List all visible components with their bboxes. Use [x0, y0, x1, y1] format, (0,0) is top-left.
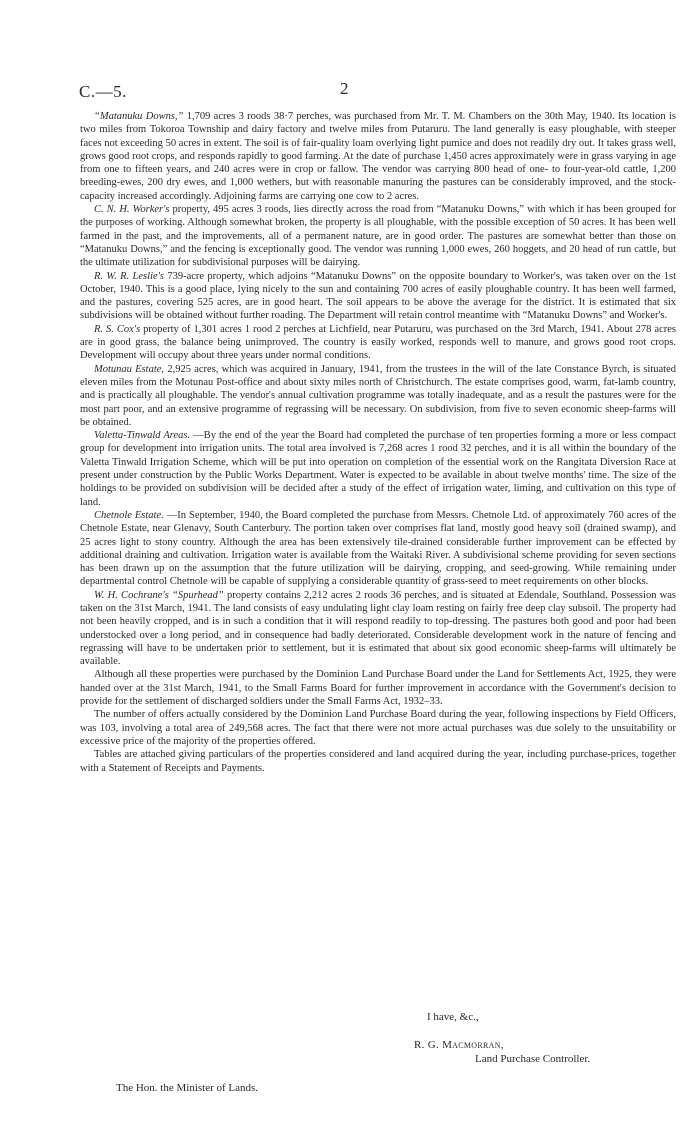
- page-number: 2: [340, 79, 349, 98]
- paragraph-offers-considered: The number of offers actually considered by the Dominion Land Purchase Board during the year, following inspections by Field Officers, was 103, involving a total area of 249,568 acres. The fact that there were not more actual purchases was due solely to the unsuitability or excessive price of the majority of the properties offered.: [80, 709, 676, 747]
- paragraph-chetnole-estate: Chetnole Estate. —In September, 1940, the Board completed the purchase from Messrs. Chetnole Ltd. of approximately 760 acres of the Chetnole Estate, near Glenavy, South Canterbury. The portion taken over comprises flat land, mostly good heavy soil (drained swamp), and 25 acres light to stony country. Although the area has been extensively tile-drained considerable further improvement can be effected by additional draining and cultivation. Irrigation water is available from the Waitaki River. A subdivisional scheme providing for seven sections has been drawn up on the assumption that the future utilization will be dairying, cropping, and seed-growing. While remaining under departmental control Chetnole will be capable of supplying a considerable quantity of grass-seed to meet requirements on other blocks.: [80, 509, 676, 588]
- paragraph-workers-property: C. N. H. Worker's property, 495 acres 3 roods, lies directly across the road from “Matanuku Downs,” with which it has been grouped for the purposes of working. Although somewhat broken, the property is all ploughable, with the possible exception of 50 acres. It has been well farmed in the past, and the improvements, all of a permanent nature, are in good order. The pastures are somewhat better than those on “Matanuku Downs,” and the fencing is exceptionally good. The vendor was running 1,000 ewes, 260 hoggets, and 20 head of run cattle, but the ultimate utilization for subdivisional purposes will be dairying.: [80, 204, 676, 269]
- signatory-name: R. G. Macmorran,: [414, 1039, 504, 1051]
- closing-salutation: I have, &c.,: [427, 1011, 479, 1023]
- addressee: The Hon. the Minister of Lands.: [116, 1082, 259, 1094]
- paragraph-matanuku-downs: “Matanuku Downs,” 1,709 acres 3 roods 38·7 perches, was purchased from Mr. T. M. Chambers on the 30th May, 1940. Its location is two miles from Tokoroa Township and dairy factory and twelve miles from Putaruru. The land generally is easy ploughable, with steeper faces not exceeding 50 acres in extent. The soil is of fair-quality loam overlying light pumice and does not readily dry out. It takes grass well, grows good root crops, and responds rapidly to good farming. At the date of purchase 1,450 acres approximately were in grass varying in age from one to fifteen years, and 240 acres were in crop or fallow. The vendor was carrying 800 head of one- to four-year-old cattle, 1,200 breeding-ewes, 200 dry ewes, and 1,000 wethers, but with reasonable manuring the pastures can be considerably improved, and the stock-capacity increased accordingly. Adjoining farms are carrying one cow to 2 acres.: [80, 111, 676, 202]
- paragraph-spurhead: W. H. Cochrane's “Spurhead” property contains 2,212 acres 2 roods 36 perches, and is situated at Edendale, Southland. Possession was taken on the 31st March, 1941. The land consists of easy undulating light clay loam resting on fairly free deep clay subsoil. The property had not been heavily cropped, and is in such a condition that it will respond readily to top-dressing. The pastures both good and poor had been understocked over a long period, and in consequence had badly deteriorated. Considerable development work in the nature of fencing and regrassing will have to be undertaken prior to settlement, but it is estimated that about six good economic sheep-farms will ultimately be available.: [80, 589, 676, 668]
- paragraph-tables-attached: Tables are attached giving particulars of the properties considered and land acquired during the year, including purchase-prices, together with a Statement of Receipts and Payments.: [80, 749, 676, 774]
- paragraph-motunau-estate: Motunau Estate, 2,925 acres, which was acquired in January, 1941, from the trustees in the will of the late Constance Byrch, is situated eleven miles from the Motunau Post-office and about sixty miles north of Christchurch. The estate comprises good, warm, fat-lamb country, and is practically all ploughable. The vendor's annual cultivation programme was totally inadequate, and as a result the pastures were for the most part poor, and an extensive programme of regrassing will be necessary. On subdivision, from five to seven economic sheep-farms will be obtained.: [80, 363, 676, 428]
- paragraph-coxs-property: R. S. Cox's property of 1,301 acres 1 rood 2 perches at Lichfield, near Putaruru, was purchased on the 3rd March, 1941. About 278 acres are in good grass, the balance being unimproved. The country is easily worked, responds well to manure, and grows good root crops. Development will occupy about three years under normal conditions.: [80, 323, 676, 362]
- paragraph-valetta-tinwald: Valetta-Tinwald Areas. —By the end of the year the Board had completed the purchase of ten properties forming a more or less compact group for development into irrigation units. The total area involved is 7,268 acres 1 rood 32 perches, and it is all within the boundary of the Valetta Tinwald Irrigation Scheme, which will be put into operation on completion of the essential work on the Rangitata Diversion Race at present under construction by the Public Works Department. Water is expected to be available in about twelve months' time. The size of the holdings to be provided on subdivision will be decided after a study of the effect of irrigation water, liming, and cultivation on this type of land.: [80, 430, 676, 508]
- document-reference: C.—5.: [79, 82, 127, 101]
- paragraph-small-farms-board: Although all these properties were purchased by the Dominion Land Purchase Board under the Land for Settlements Act, 1925, they were handed over at the 31st March, 1941, to the Small Farms Board for further improvement in accordance with the Government's decision to provide for the settlement of discharged soldiers under the Small Farms Act, 1932–33.: [80, 669, 676, 708]
- document-body: [80, 110, 676, 775]
- signatory-position: Land Purchase Controller.: [475, 1053, 591, 1065]
- paragraph-leslies-property: R. W. R. Leslie's 739-acre property, which adjoins “Matanuku Downs” on the opposite boundary to Worker's, was taken over on the 1st October, 1940. This is a good place, lying nicely to the sun and containing 700 acres of easily ploughable country. It has been well farmed, and the pastures, covering 525 acres, are in good heart. The soil appears to be above the average for the district. It is estimated that six subdivisions will be obtained without further roading. The Department will retain control meantime with “Matanuku Downs” and Worker's.: [80, 270, 676, 322]
